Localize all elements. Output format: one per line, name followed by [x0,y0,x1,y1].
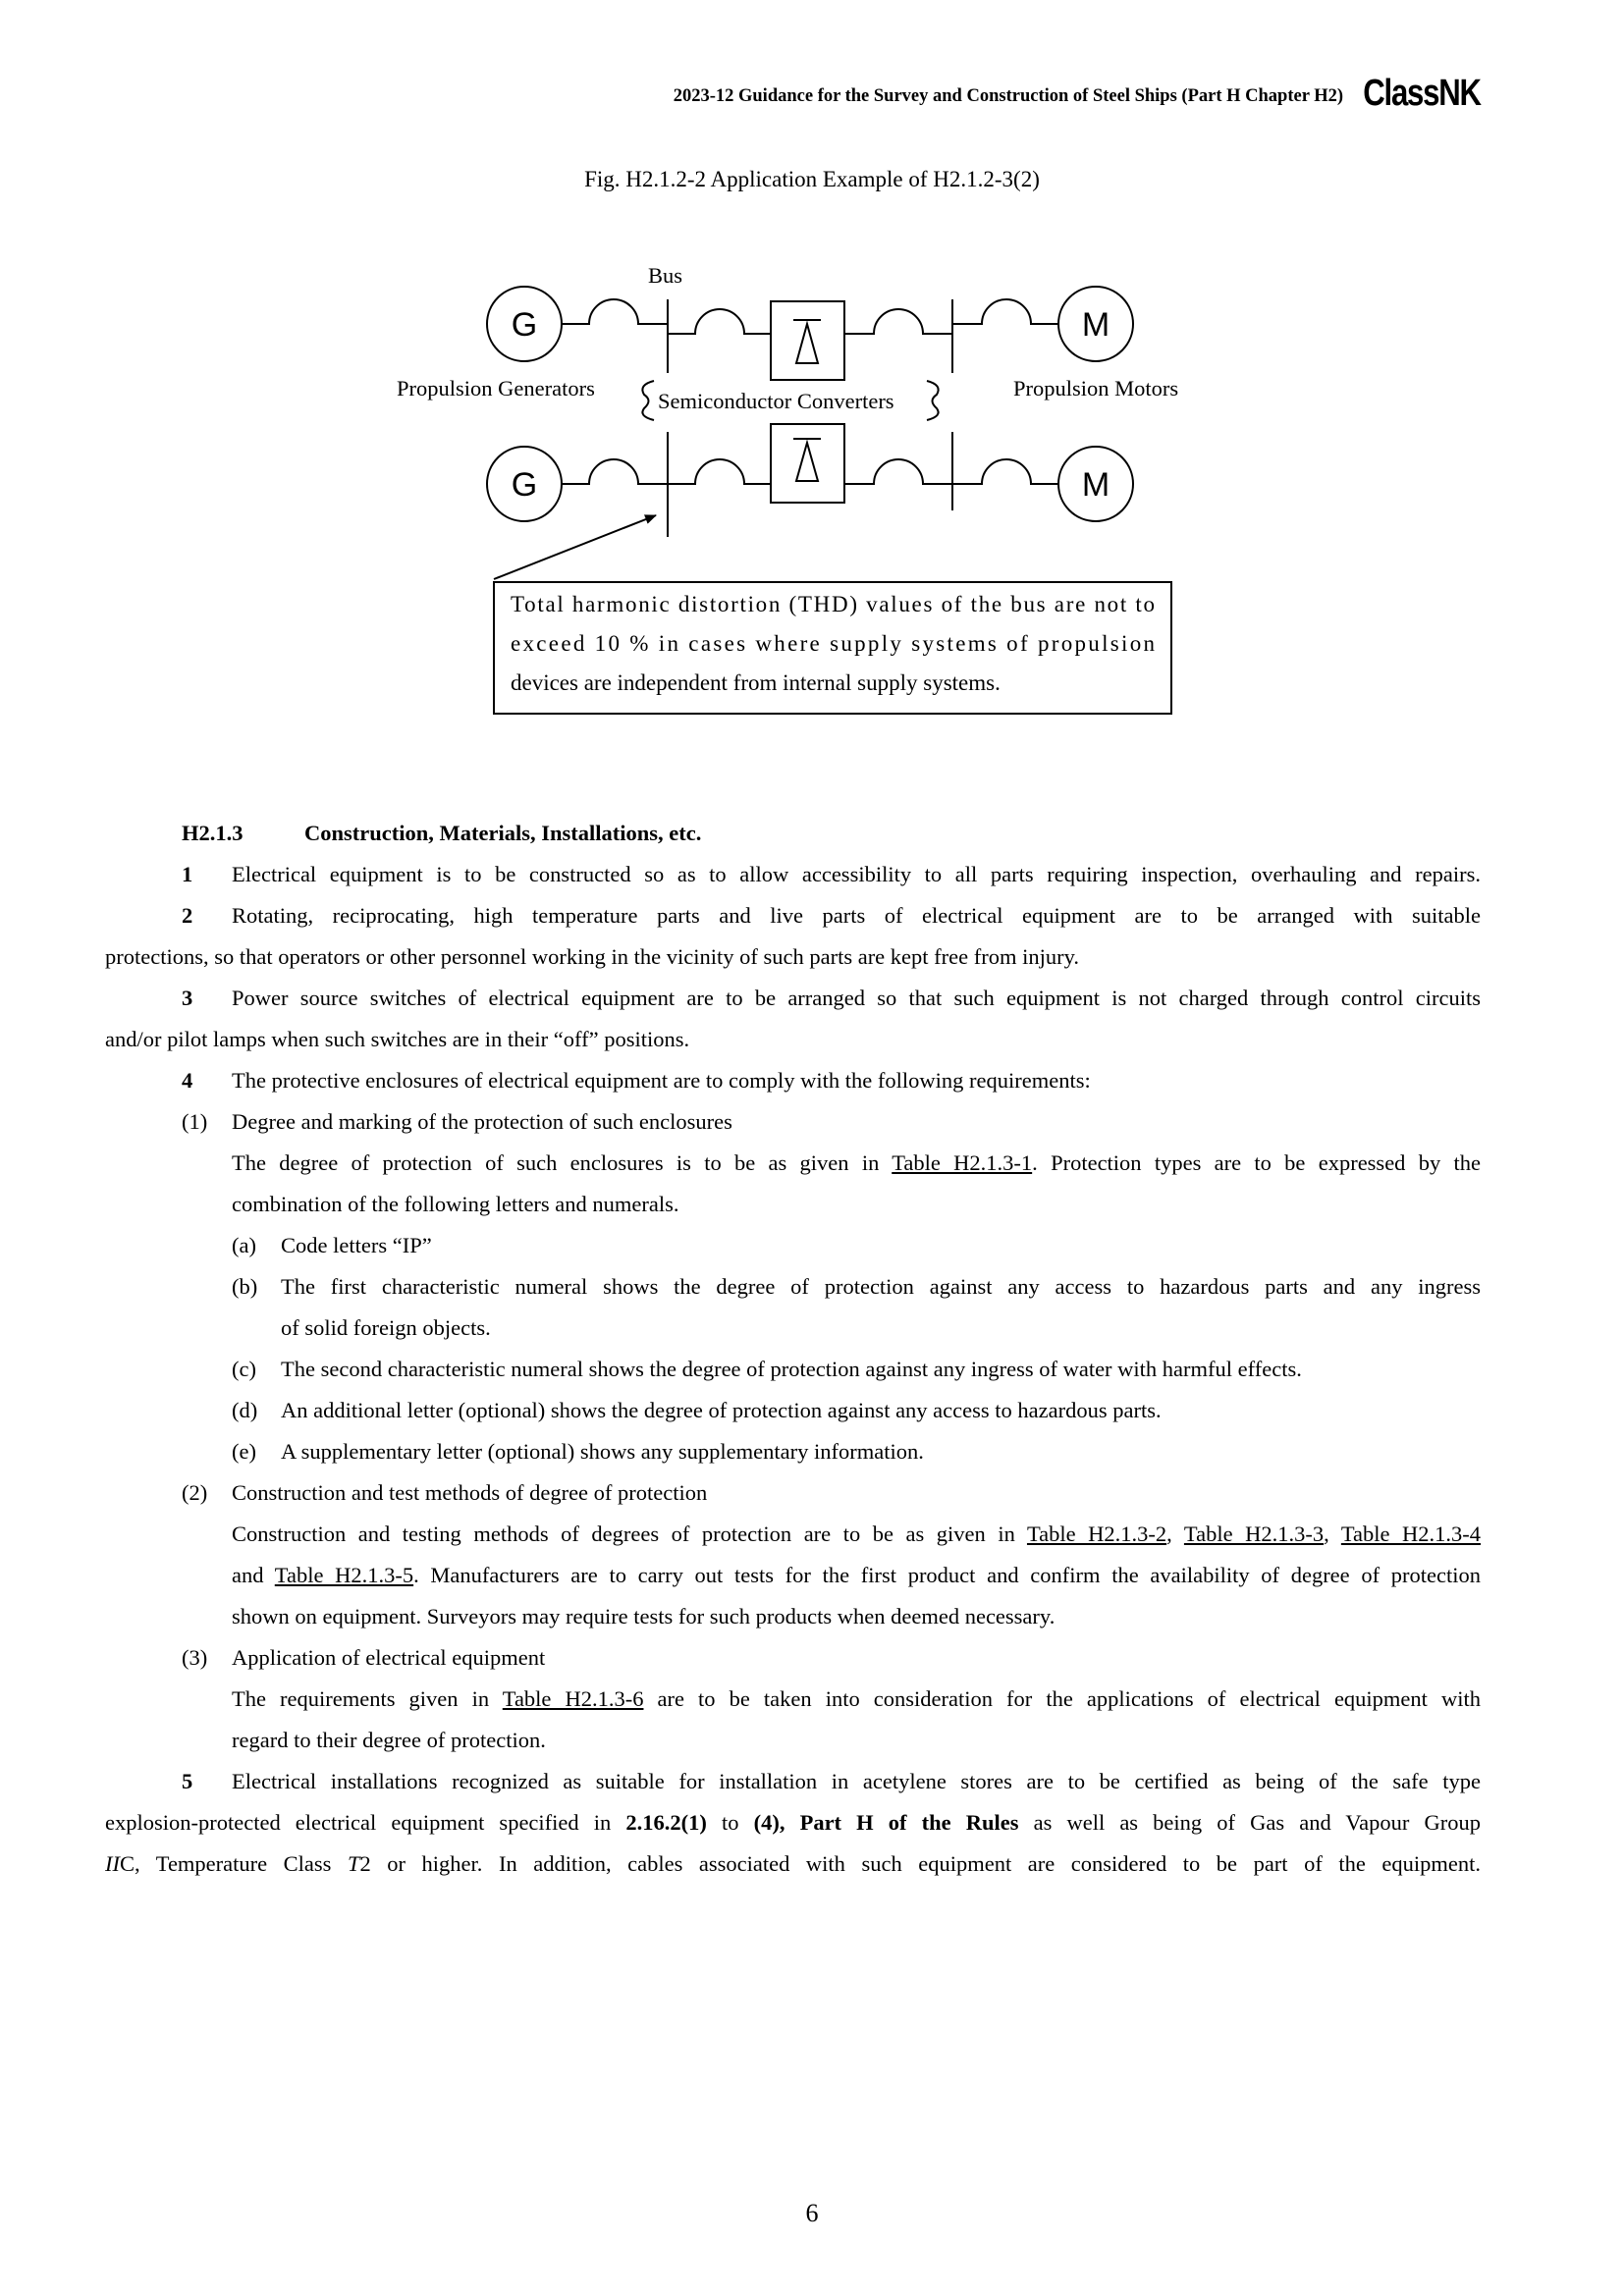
paragraph-text: protections, so that operators or other personnel working in the vicinity of such parts are kept free from injury. [105,944,1080,969]
item-title: Construction and test methods of degree of protection [232,1480,708,1505]
subitem-label: (e) [232,1439,256,1464]
text-run: The degree of protection of such enclosures is to be as given in [232,1150,893,1175]
header-title: 2023-12 Guidance for the Survey and Construction of Steel Ships (Part H Chapter H2) [673,86,1343,106]
converter-top-box [771,301,844,380]
note-pointer-arrow [494,515,656,579]
converter-bottom-symbol [793,439,821,481]
item-text: shown on equipment. Surveyors may require tests for such products when deemed necessary. [232,1604,1056,1629]
item-title: Degree and marking of the protection of such enclosures [232,1109,732,1134]
note-line-2: exceed 10 % in cases where supply systems of propulsion [511,631,1155,656]
text-run: . Manufacturers are to carry out tests for the first product and confirm the availability of degree of protection [413,1563,1481,1587]
text-run: and [232,1563,275,1587]
item-3-body [157,1679,1481,1720]
item-text [232,1514,1481,1555]
text-run: . Protection types are to be expressed by the [1032,1150,1481,1175]
table-link[interactable]: Table H2.1.3-2 [1026,1522,1167,1546]
propulsion-system-diagram [0,0,1624,746]
classnk-logo: ClassNK [1363,73,1481,114]
text-run: 2 or higher. In addition, cables associated with such equipment are considered to be part of the equipment. [359,1851,1482,1876]
generator-top-cable [562,299,668,324]
paragraph-text: Power source switches of electrical equipment are to be arranged so that such equipment is not charged through control circuits [232,986,1481,1010]
note-line-3: devices are independent from internal supply systems. [511,670,1001,695]
item-2-body-cont [157,1596,1481,1637]
paragraph-5-cont [105,1802,1481,1843]
item-2-body-cont [157,1555,1481,1596]
table-link[interactable]: Table H2.1.3-3 [1183,1522,1325,1546]
subitem-text: Code letters “IP” [281,1233,432,1257]
subitem-label: (b) [232,1274,258,1299]
subitem-label: (a) [232,1233,256,1257]
subitem-text: An additional letter (optional) shows the degree of protection against any access to hazardous parts. [281,1398,1162,1422]
converters-label-left-brace [642,381,654,420]
text-run: as well as being of Gas and Vapour Group [1018,1810,1481,1835]
generators-label: Propulsion Generators [397,376,595,400]
paragraph-2 [157,895,1481,936]
paragraph-3 [157,978,1481,1019]
text-run: T [347,1851,360,1876]
subitem-text: of solid foreign objects. [281,1315,491,1340]
item-3-title [157,1637,1481,1679]
section-title: Construction, Materials, Installations, etc. [304,821,702,845]
paragraph-2-cont [105,936,1481,978]
subitem-e [157,1431,1481,1472]
paragraph-text [105,1802,1481,1843]
subitem-b [157,1266,1481,1308]
item-1-body [157,1143,1481,1184]
paragraph-3-cont [105,1019,1481,1060]
paragraph-5-cont [105,1843,1481,1885]
subitem-label: (c) [232,1357,256,1381]
paragraph-text: The protective enclosures of electrical equipment are to comply with the following requirements: [232,1068,1091,1093]
subitem-c [157,1349,1481,1390]
item-text: combination of the following letters and numerals. [232,1192,679,1216]
paragraph-number: 1 [182,862,193,886]
item-label: (2) [182,1480,208,1505]
subitem-text: The first characteristic numeral shows the degree of protection against any access to hazardous parts and any ingress [281,1274,1481,1299]
paragraph-4 [157,1060,1481,1101]
item-label: (1) [182,1109,208,1134]
converter-bus-cable-top [844,309,952,334]
paragraph-text [105,1843,1481,1885]
paragraph-text: Electrical installations recognized as suitable for installation in acetylene stores are to be certified as being of the safe type [232,1769,1481,1793]
item-1-title [157,1101,1481,1143]
section-heading [157,813,1481,854]
item-1-body-cont [157,1184,1481,1225]
item-2-title [157,1472,1481,1514]
item-text [232,1143,1481,1184]
generator-bottom-symbol: G [511,466,538,504]
text-run: , [1166,1522,1184,1546]
note-line-1: Total harmonic distortion (THD) values of the bus are not to [511,592,1155,616]
text-run: to [706,1810,754,1835]
rules-reference: (4), Part H of the Rules [753,1810,1019,1835]
subitem-text: The second characteristic numeral shows the degree of protection against any ingress of water with harmful effects. [281,1357,1302,1381]
subitem-b-cont [157,1308,1481,1349]
paragraph-number: 4 [182,1068,193,1093]
paragraph-5 [157,1761,1481,1802]
subitem-a [157,1225,1481,1266]
text-run: II [105,1851,120,1876]
paragraph-text: Rotating, reciprocating, high temperature parts and live parts of electrical equipment are to be arranged with suitable [232,903,1481,928]
paragraph-1 [157,854,1481,895]
table-link[interactable]: Table H2.1.3-5 [274,1563,414,1587]
item-label: (3) [182,1645,208,1670]
table-link[interactable]: Table H2.1.3-1 [892,1150,1033,1175]
text-run: C, Temperature Class [120,1851,348,1876]
motor-top-symbol: M [1081,306,1110,344]
text-run: explosion-protected electrical equipment specified in [105,1810,626,1835]
generator-bottom-cable [562,459,668,484]
converters-label-right-brace [927,381,939,420]
rules-reference: 2.16.2(1) [625,1810,707,1835]
subitem-d [157,1390,1481,1431]
item-text [232,1679,1481,1720]
bus-converter-cable-top [668,309,771,334]
converters-label: Semiconductor Converters [658,389,894,413]
bus-label: Bus [648,263,683,288]
paragraph-text: and/or pilot lamps when such switches are in their “off” positions. [105,1027,690,1051]
paragraph-number: 5 [182,1769,193,1793]
paragraph-text: Electrical equipment is to be constructed so as to allow accessibility to all parts requiring inspection, overhauling and repairs. [232,862,1481,886]
text-run: The requirements given in [232,1686,503,1711]
converter-bus-cable-bottom [844,459,952,484]
paragraph-number: 3 [182,986,193,1010]
converter-bottom-box [771,424,844,503]
table-link[interactable]: Table H2.1.3-4 [1340,1522,1482,1546]
item-2-body [157,1514,1481,1555]
table-link[interactable]: Table H2.1.3-6 [502,1686,644,1711]
document-body [105,813,1482,1885]
converter-top-symbol [793,320,821,363]
item-text: regard to their degree of protection. [232,1728,546,1752]
subitem-text: A supplementary letter (optional) shows any supplementary information. [281,1439,924,1464]
text-run: , [1324,1522,1341,1546]
motor-top-cable [952,299,1058,324]
motor-bottom-cable [952,459,1058,484]
section-number: H2.1.3 [182,821,244,845]
item-text [232,1555,1481,1596]
paragraph-number: 2 [182,903,193,928]
text-run: are to be taken into consideration for the applications of electrical equipment with [643,1686,1481,1711]
motors-label: Propulsion Motors [1013,376,1179,400]
item-title: Application of electrical equipment [232,1645,546,1670]
generator-top-symbol: G [511,306,538,344]
text-run: Construction and testing methods of degrees of protection are to be as given in [232,1522,1027,1546]
subitem-label: (d) [232,1398,258,1422]
bus-converter-cable-bottom [668,459,771,484]
page-number: 6 [805,2199,819,2227]
figure-caption: Fig. H2.1.2-2 Application Example of H2.1.2-3(2) [584,167,1040,191]
item-3-body-cont [157,1720,1481,1761]
motor-bottom-symbol: M [1081,466,1110,504]
